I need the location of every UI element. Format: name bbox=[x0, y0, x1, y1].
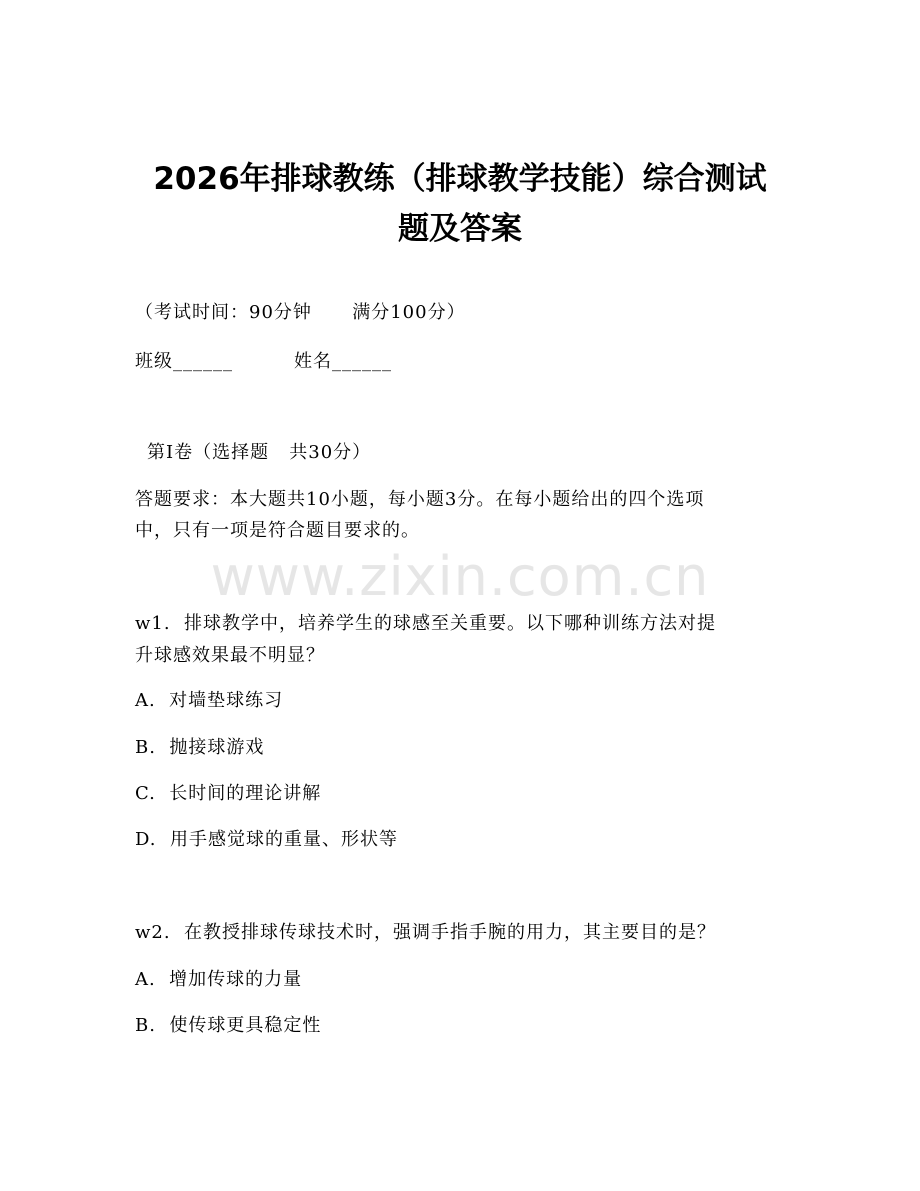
instructions-line-1: 答题要求：本大题共10小题，每小题3分。在每小题给出的四个选项 bbox=[135, 489, 705, 510]
name-field: 姓名______ bbox=[294, 351, 392, 372]
question-1-option-d: D. 用手感觉球的重量、形状等 bbox=[135, 829, 398, 850]
watermark-text: www.zixin.com.cn bbox=[210, 545, 710, 608]
question-1-option-a: A. 对墙垫球练习 bbox=[135, 690, 284, 711]
instructions-line-2: 中，只有一项是符合题目要求的。 bbox=[135, 520, 420, 541]
question-1-option-c: C. 长时间的理论讲解 bbox=[135, 783, 322, 804]
document-title-line-1: 2026年排球教练（排球教学技能）综合测试 bbox=[153, 161, 767, 197]
question-1-stem-line-2: 升球感效果最不明显？ bbox=[135, 645, 325, 666]
question-1-option-b: B. 抛接球游戏 bbox=[135, 737, 265, 758]
question-1-stem-line-1: w1. 排球教学中，培养学生的球感至关重要。以下哪种训练方法对提 bbox=[135, 613, 717, 634]
question-2-option-a: A. 增加传球的力量 bbox=[135, 969, 303, 990]
document-title-line-2: 题及答案 bbox=[398, 211, 522, 247]
question-2-option-b: B. 使传球更具稳定性 bbox=[135, 1015, 322, 1036]
exam-info: （考试时间：90分钟 满分100分） bbox=[135, 302, 466, 323]
section-heading: 第I卷（选择题 共30分） bbox=[147, 442, 372, 463]
class-field: 班级______ bbox=[135, 351, 233, 372]
question-2-stem-line-1: w2. 在教授排球传球技术时，强调手指手腕的用力，其主要目的是？ bbox=[135, 922, 717, 943]
